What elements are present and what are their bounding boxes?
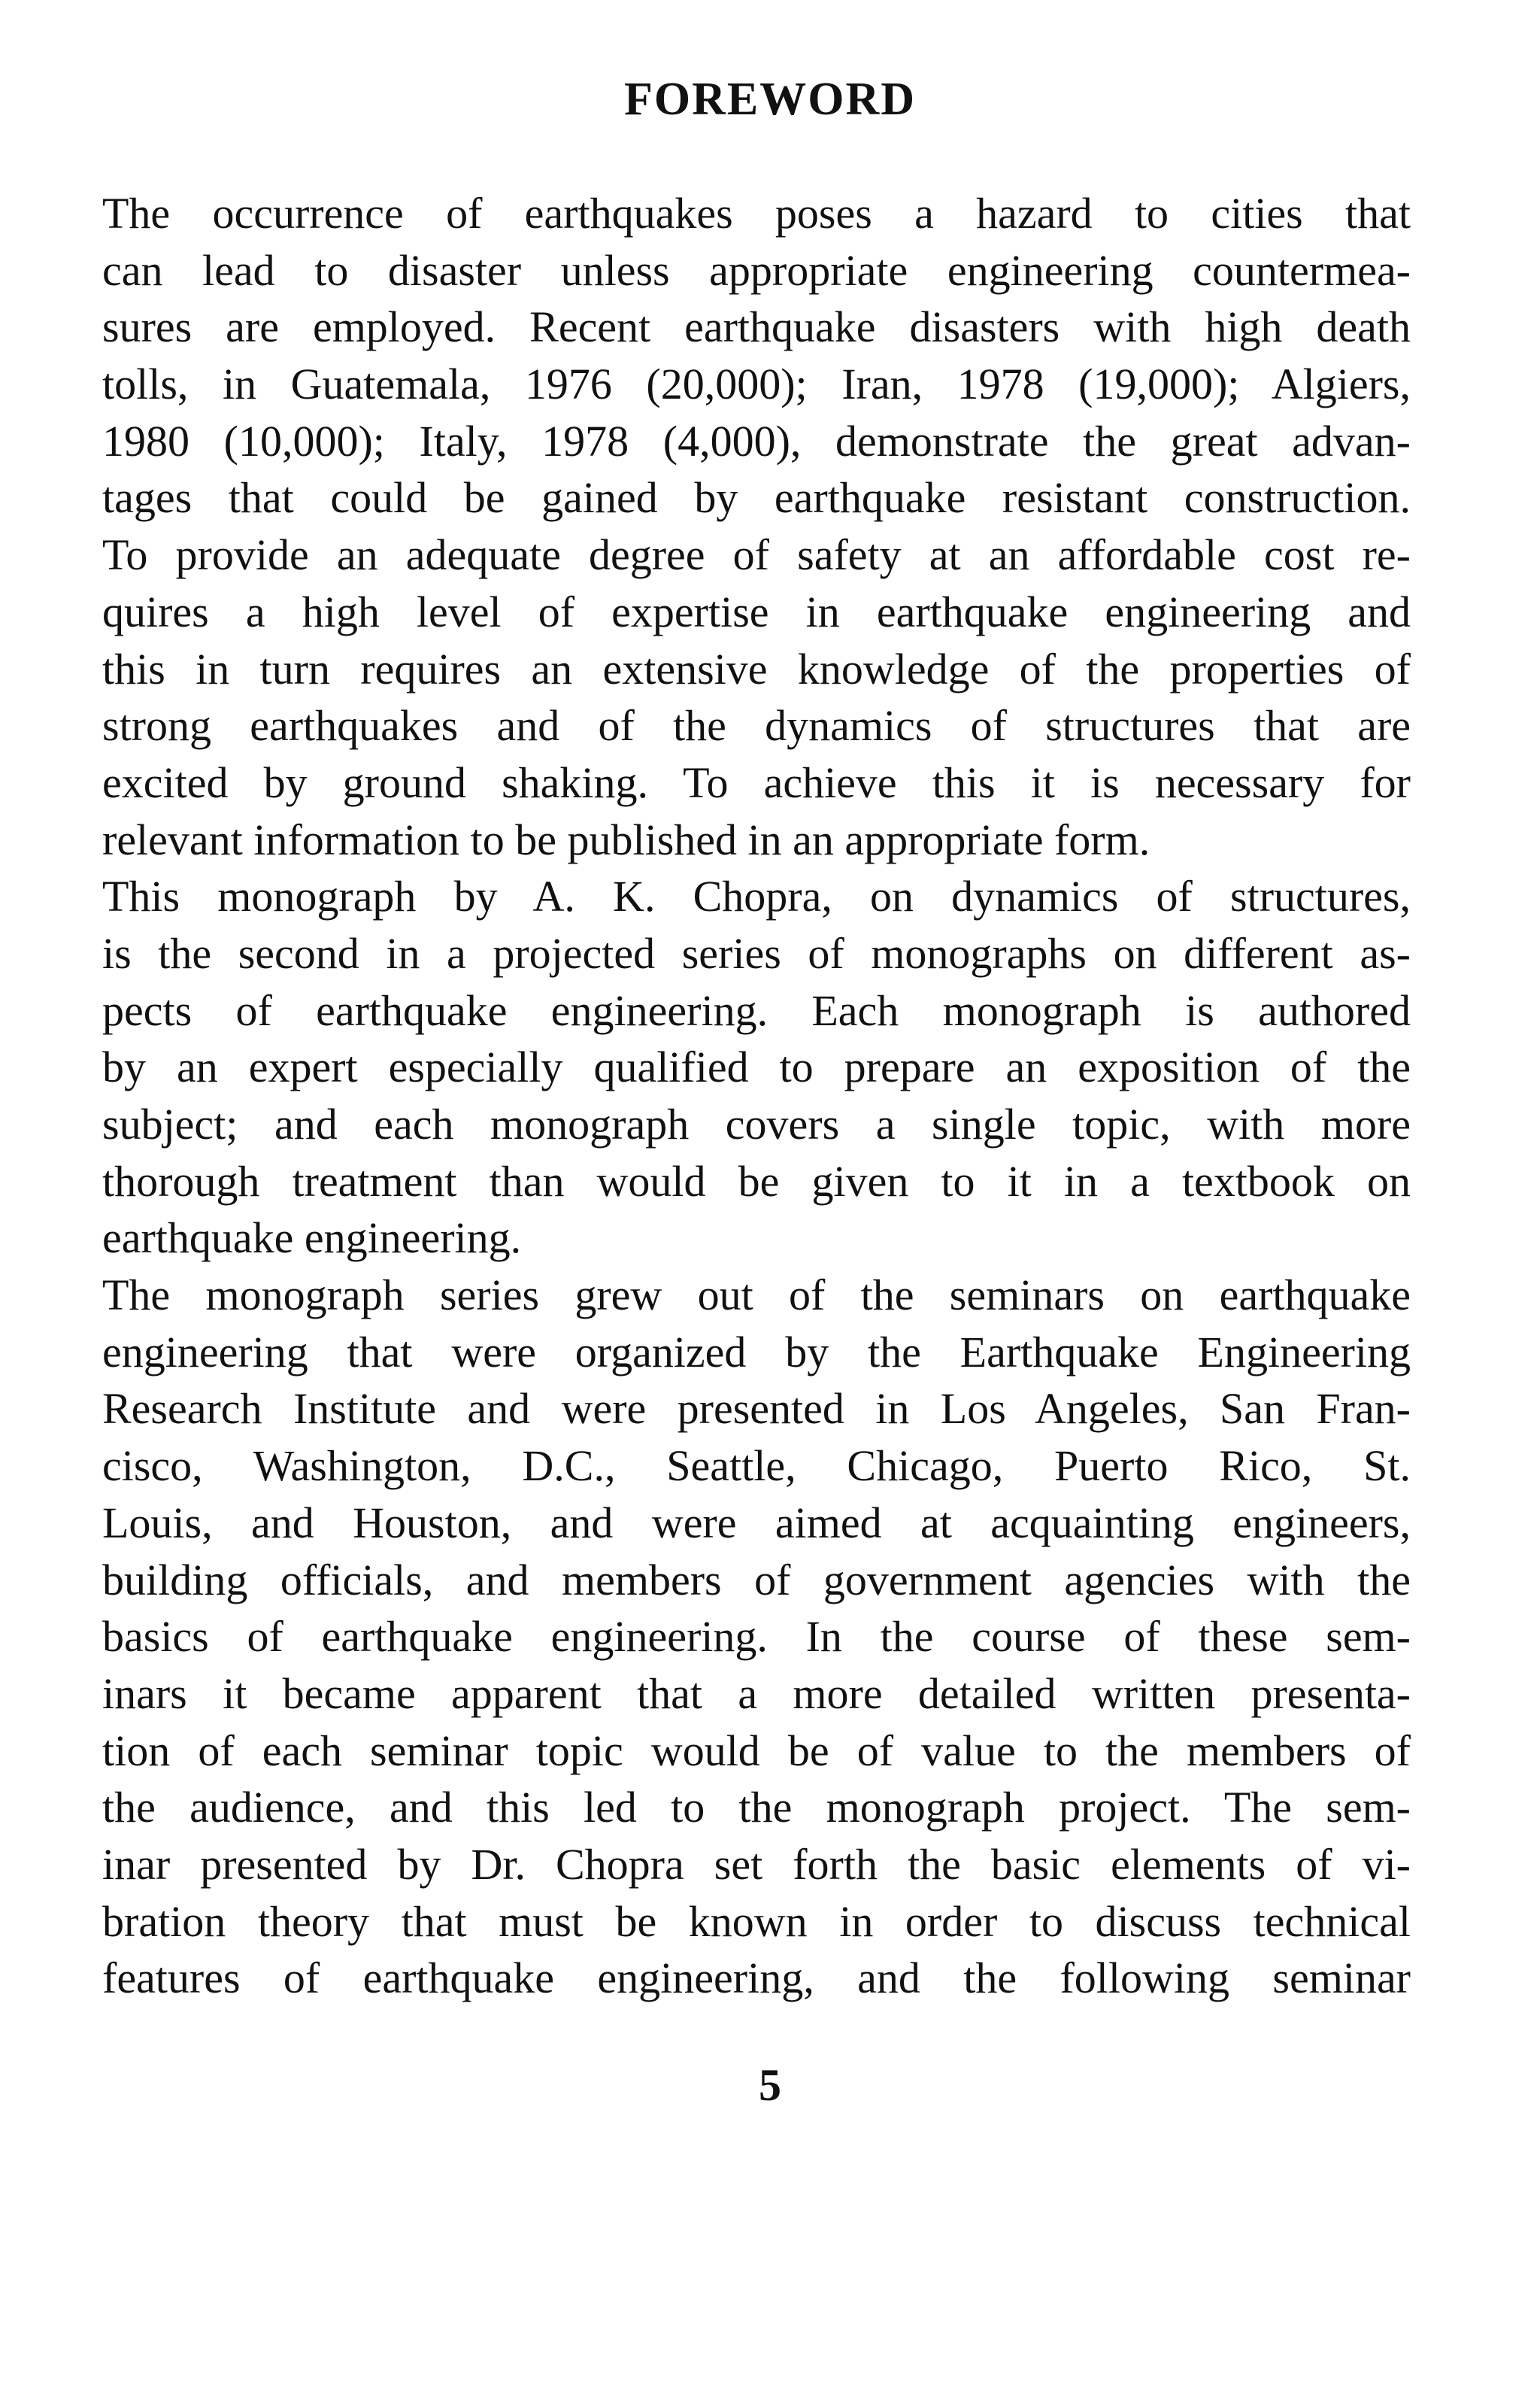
foreword-body bbox=[102, 185, 1411, 2007]
text-line: by an expert especially qualified to prepare an exposition of the bbox=[102, 1043, 1411, 1092]
text-line: features of earthquake engineering, and the following seminar bbox=[102, 1953, 1411, 2003]
text-line: is the second in a projected series of monographs on different as- bbox=[102, 928, 1411, 978]
text-line: The occurrence of earthquakes poses a hazard to cities that bbox=[102, 189, 1411, 238]
text-line: the audience, and this led to the monograph project. The sem- bbox=[102, 1783, 1411, 1832]
text-line: sures are employed. Recent earthquake disasters with high death bbox=[102, 302, 1411, 352]
text-line: earthquake engineering. bbox=[102, 1213, 522, 1263]
text-line: this in turn requires an extensive knowledge of the properties of bbox=[102, 644, 1411, 694]
text-line: bration theory that must be known in order to discuss technical bbox=[102, 1896, 1411, 1946]
text-line: tages that could be gained by earthquake resistant construction. bbox=[102, 473, 1411, 523]
text-line: inar presented by Dr. Chopra set forth the basic elements of vi- bbox=[102, 1839, 1411, 1889]
text-line: The monograph series grew out of the seminars on earthquake bbox=[102, 1270, 1411, 1320]
text-line: thorough treatment than would be given to it in a textbook on bbox=[102, 1156, 1411, 1206]
page-heading: FOREWORD bbox=[624, 74, 916, 125]
text-line: can lead to disaster unless appropriate engineering countermea- bbox=[102, 245, 1411, 295]
text-line: pects of earthquake engineering. Each monograph is authored bbox=[102, 985, 1411, 1035]
page-number: 5 bbox=[759, 2060, 781, 2110]
text-line: relevant information to be published in an appropriate form. bbox=[102, 815, 1150, 864]
text-line: building officials, and members of government agencies with the bbox=[102, 1555, 1411, 1604]
text-line: cisco, Washington, D.C., Seattle, Chicago, Puerto Rico, St. bbox=[102, 1441, 1411, 1491]
text-line: engineering that were organized by the Earthquake Engineering bbox=[102, 1327, 1411, 1377]
text-line: 1980 (10,000); Italy, 1978 (4,000), demonstrate the great advan- bbox=[102, 416, 1411, 466]
text-line: basics of earthquake engineering. In the course of these sem- bbox=[102, 1612, 1411, 1662]
text-line: To provide an adequate degree of safety at an affordable cost re- bbox=[102, 530, 1411, 580]
text-line: tolls, in Guatemala, 1976 (20,000); Iran, 1978 (19,000); Algiers, bbox=[102, 360, 1411, 409]
text-line: strong earthquakes and of the dynamics of structures that are bbox=[102, 701, 1411, 751]
text-line: This monograph by A. K. Chopra, on dynamics of structures, bbox=[102, 872, 1411, 921]
text-line: tion of each seminar topic would be of value to the members of bbox=[102, 1726, 1411, 1775]
text-line: quires a high level of expertise in earthquake engineering and bbox=[102, 587, 1411, 636]
text-line: Louis, and Houston, and were aimed at acquainting engineers, bbox=[102, 1498, 1411, 1547]
text-line: subject; and each monograph covers a single topic, with more bbox=[102, 1100, 1411, 1149]
text-line: excited by ground shaking. To achieve this it is necessary for bbox=[102, 757, 1411, 807]
text-line: inars it became apparent that a more detailed written presenta- bbox=[102, 1668, 1411, 1718]
text-line: Research Institute and were presented in Los Angeles, San Fran- bbox=[102, 1384, 1411, 1434]
